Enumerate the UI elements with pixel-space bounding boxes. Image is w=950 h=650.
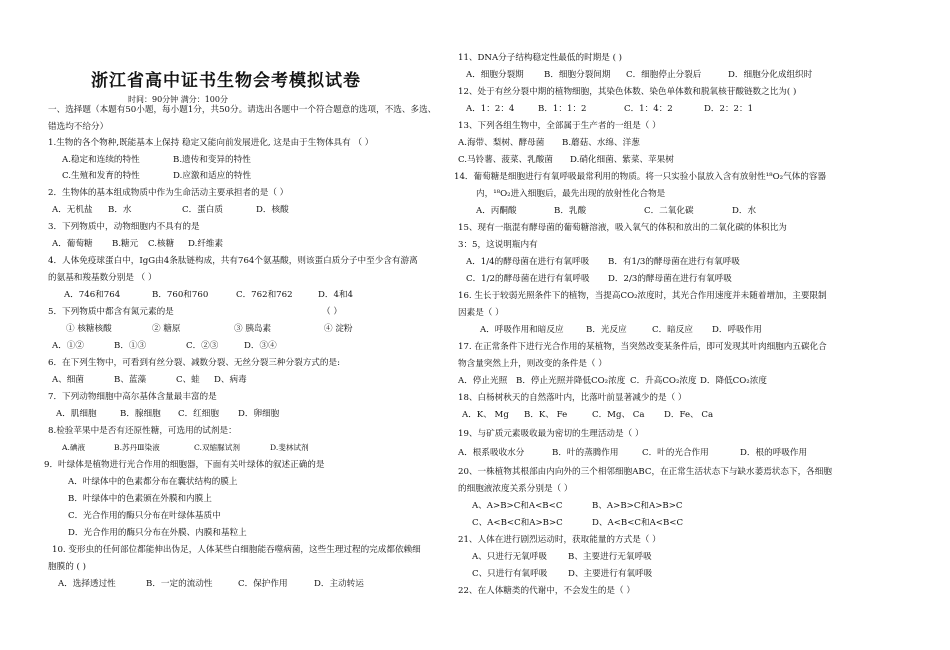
left-text-line: A．①② bbox=[52, 341, 84, 351]
left-text-line: B．①③ bbox=[114, 341, 147, 351]
right-text-line: D.硝化细菌、紫菜、苹果树 bbox=[570, 155, 674, 165]
right-text-line: A．K、 Mg bbox=[462, 410, 509, 420]
left-text-line: D．卵细胞 bbox=[238, 409, 280, 419]
right-text-line: 物含量突然上升，则改变的条件是（ ） bbox=[458, 359, 607, 369]
left-text-line: C.双缩脲试剂 bbox=[194, 443, 240, 452]
right-text-line: C．暗反应 bbox=[652, 325, 693, 335]
right-text-line: B．叶的蒸腾作用 bbox=[552, 448, 619, 458]
right-text-line: 的细胞液浓度关系分别是（ ） bbox=[458, 484, 573, 494]
right-text-line: C.马铃薯、菠菜、乳酸菌 bbox=[458, 155, 553, 165]
left-text-line: B．腺细胞 bbox=[120, 409, 161, 419]
right-text-line: D．2/3的酵母菌在进行有氧呼吸 bbox=[608, 274, 732, 284]
left-text-line: （ ） bbox=[322, 307, 342, 317]
left-text-line: B．叶绿体中的色素颁在外膜和内膜上 bbox=[68, 494, 212, 504]
left-text-line: 的氨基和羧基数分别是 （ ） bbox=[48, 273, 157, 283]
right-text-line: 22、在人体糖类的代谢中，不会发生的是（ ） bbox=[458, 586, 635, 596]
left-text-line: C．红细胞 bbox=[178, 409, 219, 419]
left-text-line: D．核酸 bbox=[256, 205, 289, 215]
left-text-line: B．一定的流动性 bbox=[146, 579, 213, 589]
exam-title: 浙江省高中证书生物会考模拟试卷 bbox=[91, 71, 361, 91]
right-text-line: D．呼吸作用 bbox=[712, 325, 762, 335]
right-text-line: 内，¹⁸O₂进入细胞后，最先出现的放射性化合物是 bbox=[476, 189, 666, 199]
right-text-line: C．叶的光合作用 bbox=[642, 448, 709, 458]
left-text-line: D．③④ bbox=[244, 341, 277, 351]
left-text-line: B.糖元 bbox=[112, 239, 139, 249]
exam-subtitle: 时间：90分钟 满分：100分 bbox=[128, 95, 228, 104]
left-text-line: 错选均不给分） bbox=[48, 122, 109, 132]
left-text-line: A．无机盐 bbox=[52, 205, 93, 215]
right-text-line: A、A>B>C和A<B<C bbox=[472, 501, 563, 511]
right-text-line: 18、白杨树秋天的自然落叶内，比落叶前显著减少的是（ ） bbox=[458, 393, 687, 403]
right-text-line: B.蘑菇、水绵、洋葱 bbox=[562, 138, 640, 148]
left-text-line: 1.生物的各个物种,既能基本上保持 稳定又能向前发展进化, 这是由于生物体具有 （ ） bbox=[48, 138, 374, 148]
left-text-line: A．肌细胞 bbox=[56, 409, 97, 419]
left-text-line: D、病毒 bbox=[214, 375, 247, 385]
right-text-line: D．Fe、 Ca bbox=[664, 410, 714, 420]
right-text-line: C．1：4：2 bbox=[624, 104, 673, 114]
left-text-line: D．4和4 bbox=[318, 290, 354, 300]
left-text-line: B.遗传和变异的特性 bbox=[173, 155, 251, 165]
left-text-line: C．762和762 bbox=[236, 290, 293, 300]
left-text-line: D.纤维素 bbox=[188, 239, 224, 249]
right-text-line: C、只进行有氧呼吸 bbox=[472, 569, 548, 579]
right-text-line: 12、处于有丝分裂中期的植物细胞，其染色体数、染色单体数和脱氧核苷酸链数之比为( ) bbox=[458, 87, 797, 97]
right-text-line: C．Mg、 Ca bbox=[592, 410, 645, 420]
left-text-line: C.生殖和发育的特性 bbox=[62, 171, 140, 181]
right-text-line: 11、DNA分子结构稳定性最低的时期是 ( ) bbox=[458, 53, 623, 63]
right-text-line: 16. 生长于较弱光照条件下的植物，当提高CO₂浓度时，其光合作用速度并未随着增加，主要限制 bbox=[458, 291, 827, 301]
left-text-line: C．光合作用的酶只分布在叶绿体基质中 bbox=[68, 511, 221, 521]
right-text-line: 因素是（ ） bbox=[458, 308, 504, 318]
right-text-line: B．光反应 bbox=[586, 325, 627, 335]
right-text-line: B、A>B>C和A>B>C bbox=[592, 501, 683, 511]
right-text-line: D．水 bbox=[732, 206, 757, 216]
left-text-line: ② 糖原 bbox=[152, 324, 181, 334]
left-text-line: ③ 胰岛素 bbox=[234, 324, 272, 334]
left-text-line: C．保护作用 bbox=[238, 579, 288, 589]
left-text-line: B、蓝藻 bbox=[114, 375, 147, 385]
left-text-line: 2．生物体的基本组成物质中作为生命活动主要承担者的是（ ） bbox=[48, 188, 289, 198]
left-text-line: 10. 变形虫的任何部位都能伸出伪足，人体某些白细胞能吞噬病菌，这些生理过程的完成都依赖细 bbox=[52, 545, 421, 555]
right-text-line: D、主要进行有氧呼吸 bbox=[568, 569, 653, 579]
left-text-line: A．葡萄糖 bbox=[52, 239, 93, 249]
right-text-line: A．1：2：4 bbox=[466, 104, 515, 114]
right-text-line: A.海带、梨树、酵母菌 bbox=[458, 138, 545, 148]
right-text-line: 14．葡萄糖是细胞进行有氧呼吸最常利用的物质。将一只实验小鼠放入含有放射性¹⁸O₂气体的容器 bbox=[454, 172, 827, 182]
left-text-line: A．叶绿体中的色素都分布在囊状结构的膜上 bbox=[68, 477, 238, 487]
left-text-line: 胞膜的 ( ) bbox=[48, 562, 86, 572]
right-text-line: B．K、 Fe bbox=[524, 410, 568, 420]
left-text-line: 5．下列物质中都含有氮元素的是 bbox=[48, 307, 174, 317]
right-text-line: C．升高CO₂浓度 bbox=[630, 376, 697, 386]
left-text-line: 3．下列物质中，动物细胞内不具有的是 bbox=[48, 222, 200, 232]
right-text-line: 3：5，这说明瓶内有 bbox=[458, 240, 538, 250]
left-text-line: A.稳定和连续的特性 bbox=[62, 155, 140, 165]
right-text-line: B．细胞分裂间期 bbox=[544, 70, 611, 80]
left-text-line: A．746和764 bbox=[64, 290, 121, 300]
right-text-line: D．细胞分化成组织时 bbox=[728, 70, 813, 80]
left-text-line: B．760和760 bbox=[152, 290, 209, 300]
right-text-line: D、A<B<C和A<B<C bbox=[592, 518, 684, 528]
left-text-line: 4．人体免疫球蛋白中，IgG由4条肽链构成，共有764个氨基酸，则该蛋白质分子中至少含有游离 bbox=[48, 256, 418, 266]
left-text-line: C、蛙 bbox=[176, 375, 200, 385]
right-text-line: D．根的呼吸作用 bbox=[740, 448, 808, 458]
right-text-line: B．乳酸 bbox=[554, 206, 587, 216]
right-text-line: 15、现有一瓶混有酵母菌的葡萄糖溶液，吸入氧气的体积和放出的二氧化碳的体积比为 bbox=[458, 223, 787, 233]
left-text-line: 一、选择题（本题有50小题，每小题1分，共50分。请选出各题中一个符合题意的选项，不选、多选、 bbox=[48, 105, 437, 115]
left-text-line: D．主动转运 bbox=[314, 579, 364, 589]
left-text-line: ① 核糖核酸 bbox=[66, 324, 112, 334]
right-text-line: A．停止光照 bbox=[458, 376, 508, 386]
right-text-line: 21、人体在进行剧烈运动时，获取能量的方式是（ ） bbox=[458, 535, 661, 545]
left-text-line: A．选择透过性 bbox=[58, 579, 116, 589]
left-text-line: ④ 淀粉 bbox=[324, 324, 353, 334]
right-text-line: 13、下列各组生物中，全部属于生产者的一组是（ ） bbox=[458, 121, 661, 131]
right-text-line: 17. 在正常条件下进行光合作用的某植物，当突然改变某条件后，即可发现其叶肉细胞内五碳化合 bbox=[458, 342, 827, 352]
right-text-line: A．丙酮酸 bbox=[476, 206, 517, 216]
right-text-line: D．2：2：1 bbox=[704, 104, 754, 114]
right-text-line: B、主要进行无氧呼吸 bbox=[568, 552, 652, 562]
right-text-line: B．有1/3的酵母菌在进行有氧呼吸 bbox=[608, 257, 740, 267]
right-text-line: C．细胞停止分裂后 bbox=[626, 70, 702, 80]
left-text-line: B.苏丹Ⅲ染液 bbox=[114, 443, 160, 452]
right-text-line: A、只进行无氧呼吸 bbox=[472, 552, 547, 562]
left-text-line: 7．下列动物细胞中高尔基体含量最丰富的是 bbox=[48, 392, 217, 402]
left-text-line: 6．在下列生物中，可看到有丝分裂、减数分裂、无丝分裂三种分裂方式的是: bbox=[48, 358, 340, 368]
right-text-line: B．1：1：2 bbox=[538, 104, 587, 114]
right-text-line: A．1/4的酵母菌在进行有氧呼吸 bbox=[466, 257, 590, 267]
right-text-line: 20、一株植物其根部由内向外的三个相邻细胞ABC，在正常生活状态下与缺水萎焉状态下，各细胞 bbox=[458, 467, 832, 477]
left-text-line: B．水 bbox=[108, 205, 132, 215]
right-text-line: C、A<B<C和A>B>C bbox=[472, 518, 563, 528]
right-text-line: C．二氧化碳 bbox=[644, 206, 694, 216]
left-text-line: 8.检验苹果中是否有还原性糖，可选用的试剂是： bbox=[48, 426, 237, 436]
right-text-line: 19、与矿质元素吸收最为密切的生理活动是（ ） bbox=[458, 429, 644, 439]
left-text-line: D．光合作用的酶只分布在外膜、内膜和基粒上 bbox=[68, 528, 247, 538]
left-text-line: D.斐林试剂 bbox=[270, 443, 309, 452]
right-text-line: D．降低CO₂浓度 bbox=[700, 376, 767, 386]
left-text-line: D.应激和适应的特性 bbox=[173, 171, 252, 181]
right-text-line: C．1/2的酵母菌在进行有氧呼吸 bbox=[466, 274, 590, 284]
right-text-line: A．根系吸收水分 bbox=[458, 448, 525, 458]
left-text-line: C．蛋白质 bbox=[182, 205, 223, 215]
left-text-line: A.碘液 bbox=[62, 443, 86, 452]
left-text-line: A、细菌 bbox=[52, 375, 84, 385]
right-text-line: A．呼吸作用和暗反应 bbox=[480, 325, 564, 335]
left-text-line: 9．叶绿体是植物进行光合作用的细胞器，下面有关叶绿体的叙述正确的是 bbox=[44, 460, 325, 470]
left-text-line: C．②③ bbox=[186, 341, 219, 351]
right-text-line: A．细胞分裂期 bbox=[466, 70, 524, 80]
left-text-line: C.核糖 bbox=[148, 239, 175, 249]
right-text-line: B．停止光照并降低CO₂浓度 bbox=[516, 376, 626, 386]
